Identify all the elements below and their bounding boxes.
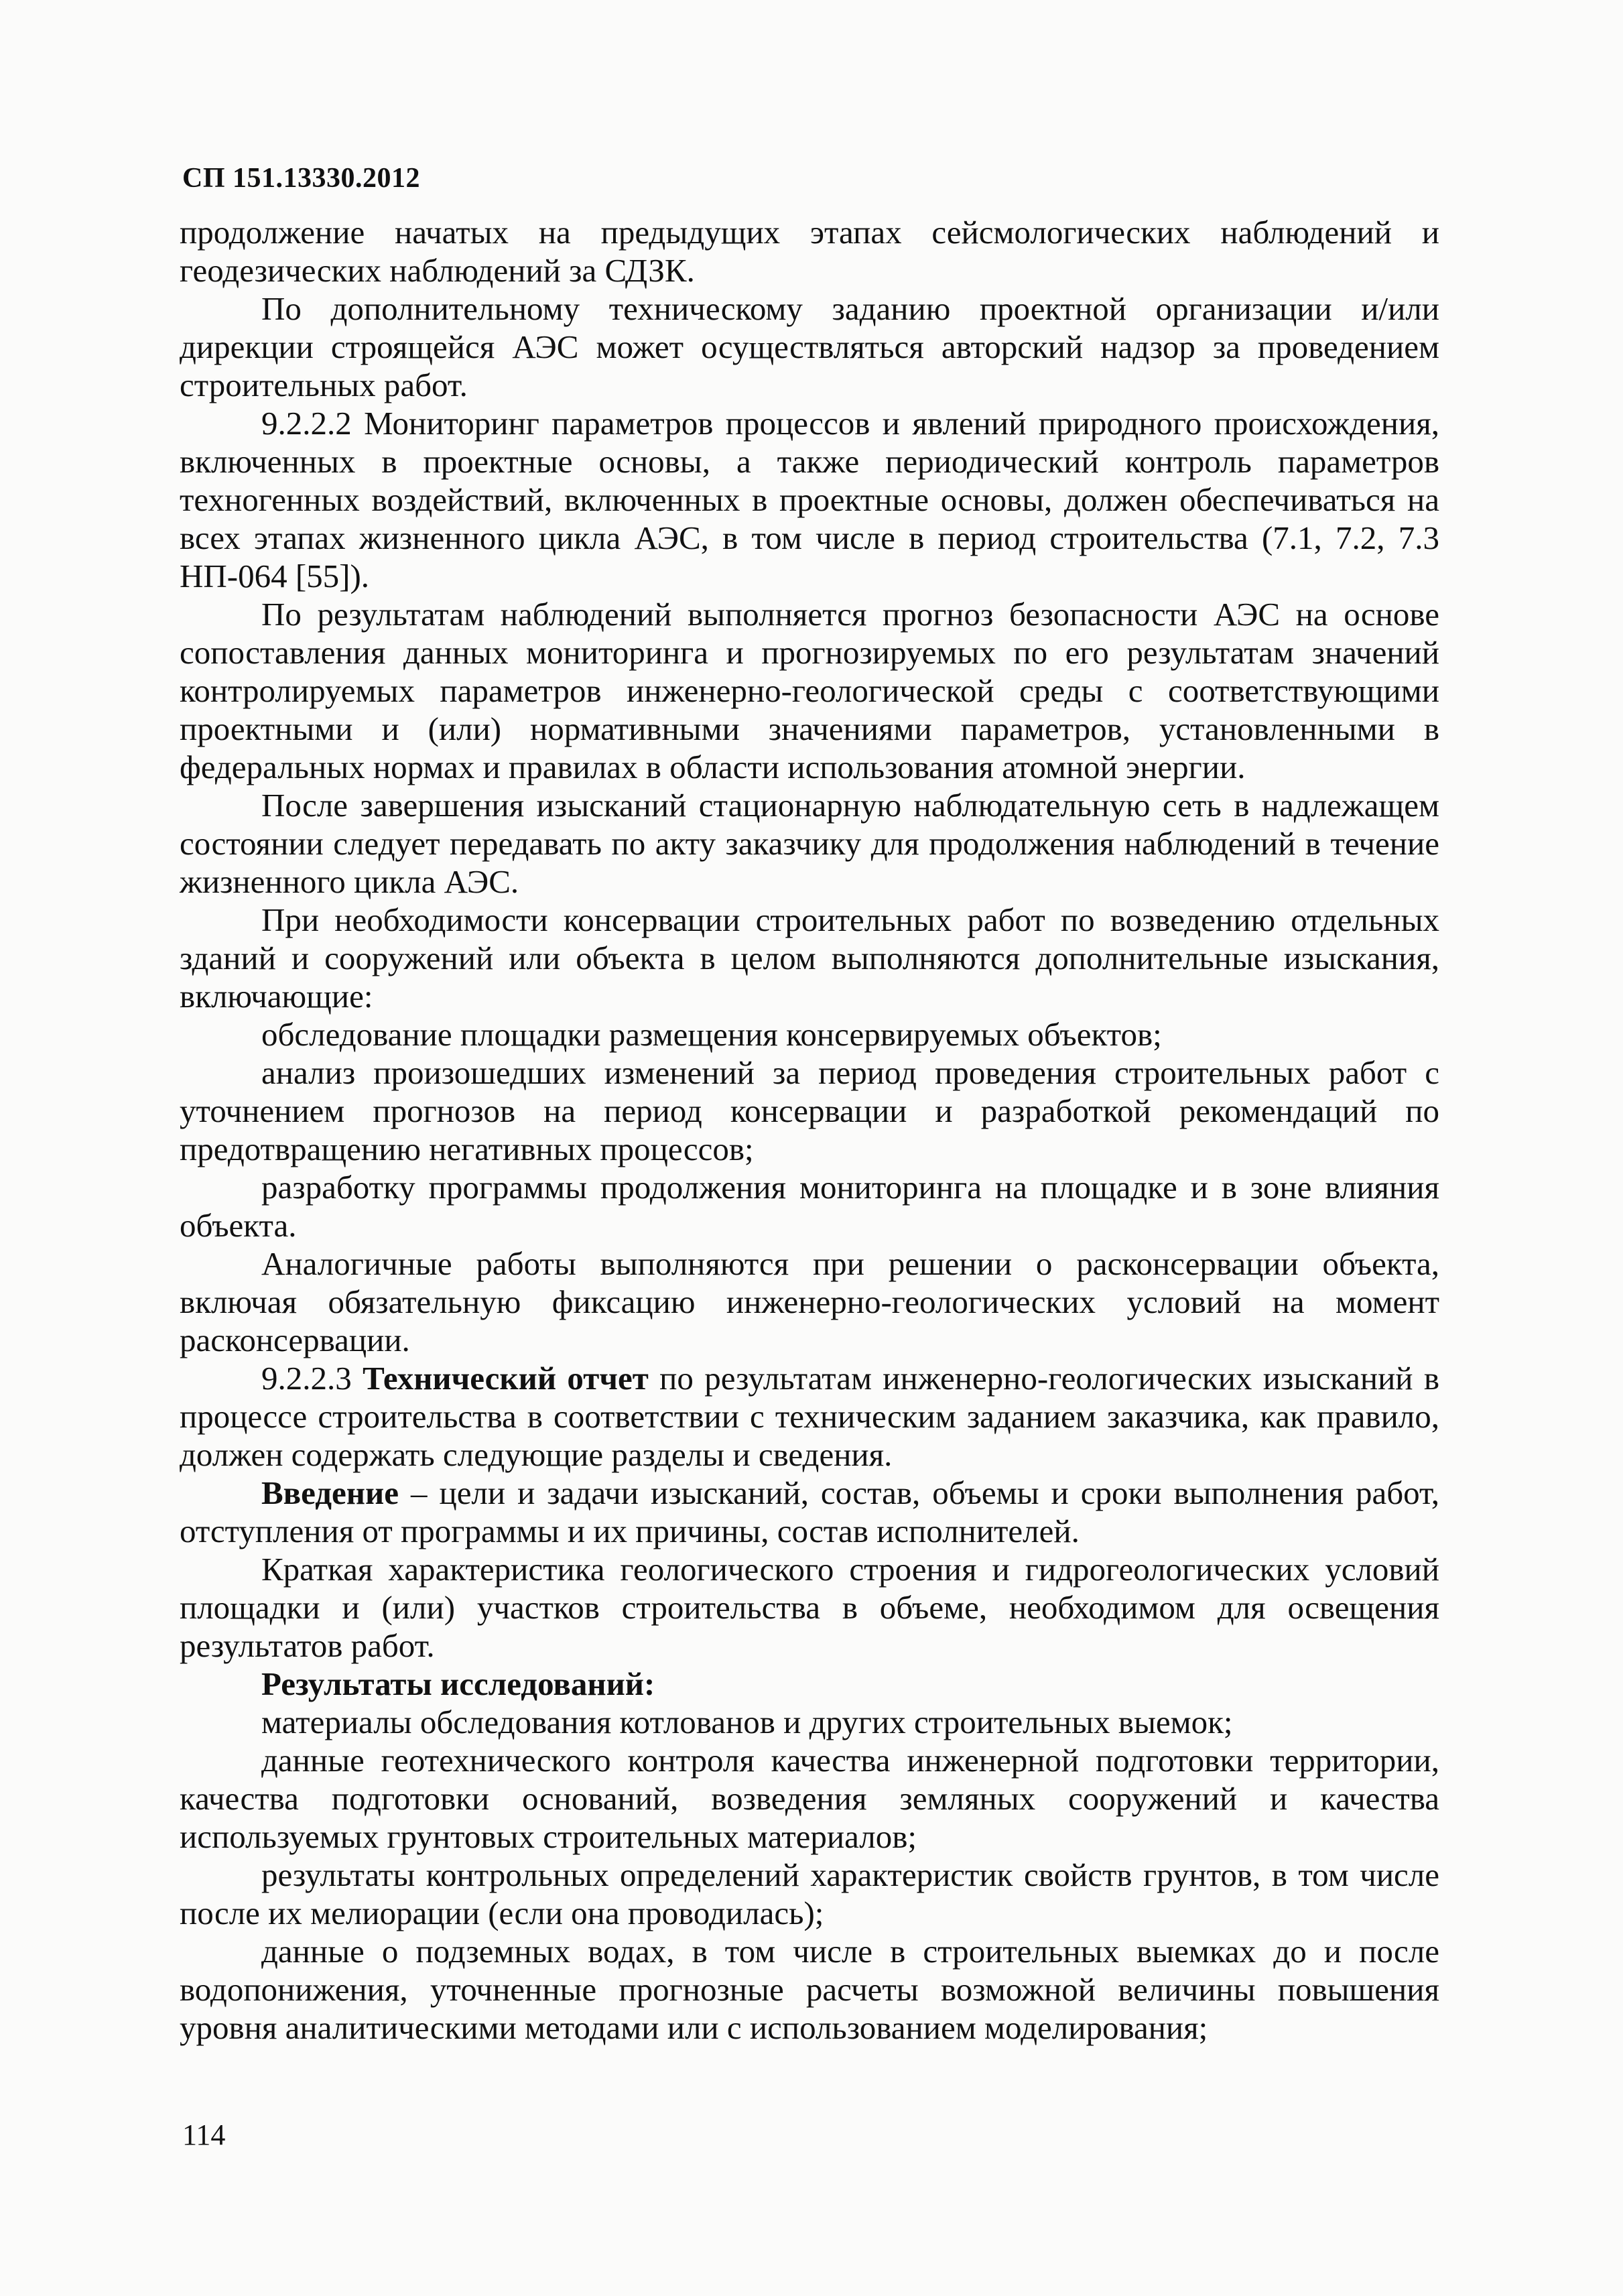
paragraph: продолжение начатых на предыдущих этапах сейсмологических наблюдений и геодезических наблюдений за СДЗК. [180, 214, 1439, 289]
paragraph-technical-report [180, 1359, 1439, 1474]
paragraph: Аналогичные работы выполняются при решении о расконсервации объекта, включая обязательную фиксацию инженерно-геологических условий на момент расконсервации. [180, 1245, 1439, 1358]
list-item: результаты контрольных определений характеристик свойств грунтов, в том числе после их мелиорации (если она проводилась); [180, 1856, 1439, 1931]
paragraph: По дополнительному техническому заданию проектной организации и/или дирекции строящейся АЭС может осуществляться авторский надзор за проведением строительных работ. [180, 290, 1439, 403]
page-number: 114 [182, 2118, 226, 2151]
paragraph: 9.2.2.2 Мониторинг параметров процессов и явлений природного происхождения, включенных в проектные основы, а также периодический контроль параметров техногенных воздействий, включенных в проектные основы, должен обеспечиваться на всех этапах жизненного цикла АЭС, в том числе в период строительства (7.1, 7.2, 7.3 НП-064 [55]). [180, 405, 1439, 594]
list-item: обследование площадки размещения консервируемых объектов; [261, 1016, 1162, 1053]
paragraph-text: по результатам инженерно-геологических изысканий в процессе строительства в соответствии с техническим заданием заказчика, как правило, должен содержать следующие разделы и сведения. [180, 1360, 1439, 1473]
list-item: данные о подземных водах, в том числе в строительных выемках до и после водопонижения, уточненные прогнозные расчеты возможной величины повышения уровня аналитическими методами или с использованием моделирования; [180, 1933, 1439, 2046]
list-item: материалы обследования котлованов и других строительных выемок; [261, 1704, 1233, 1740]
paragraph-introduction [180, 1474, 1439, 1550]
paragraph: После завершения изысканий стационарную наблюдательную сеть в надлежащем состоянии следует передавать по акту заказчику для продолжения наблюдений в течение жизненного цикла АЭС. [180, 787, 1439, 900]
paragraph: Краткая характеристика геологического строения и гидрогеологических условий площадки и (или) участков строительства в объеме, необходимом для освещения результатов работ. [180, 1551, 1439, 1664]
document-code-header: СП 151.13330.2012 [182, 163, 420, 194]
paragraph: При необходимости консервации строительных работ по возведению отдельных зданий и сооружений или объекта в целом выполняются дополнительные изыскания, включающие: [180, 901, 1439, 1015]
list-item: данные геотехнического контроля качества инженерной подготовки территории, качества подготовки оснований, возведения земляных сооружений и качества используемых грунтовых строительных материалов; [180, 1742, 1439, 1855]
section-number: 9.2.2.3 [261, 1360, 363, 1397]
bold-term: Введение [261, 1474, 399, 1511]
document-body [180, 213, 1439, 2047]
paragraph: По результатам наблюдений выполняется прогноз безопасности АЭС на основе сопоставления данных мониторинга и прогнозируемых по его результатам значений контролируемых параметров инженерно-геологической среды с соответствующими проектными и (или) нормативными значениями параметров, установленными в федеральных нормах и правилах в области использования атомной энергии. [180, 596, 1439, 785]
section-heading: Результаты исследований: [261, 1665, 655, 1702]
bold-term: Технический отчет [363, 1360, 649, 1397]
list-item: анализ произошедших изменений за период проведения строительных работ с уточнением прогнозов на период консервации и разработкой рекомендаций по предотвращению негативных процессов; [180, 1054, 1439, 1167]
paragraph-text: – цели и задачи изысканий, состав, объемы и сроки выполнения работ, отступления от программы и их причины, состав исполнителей. [180, 1474, 1439, 1549]
list-item: разработку программы продолжения мониторинга на площадке и в зоне влияния объекта. [180, 1169, 1439, 1244]
